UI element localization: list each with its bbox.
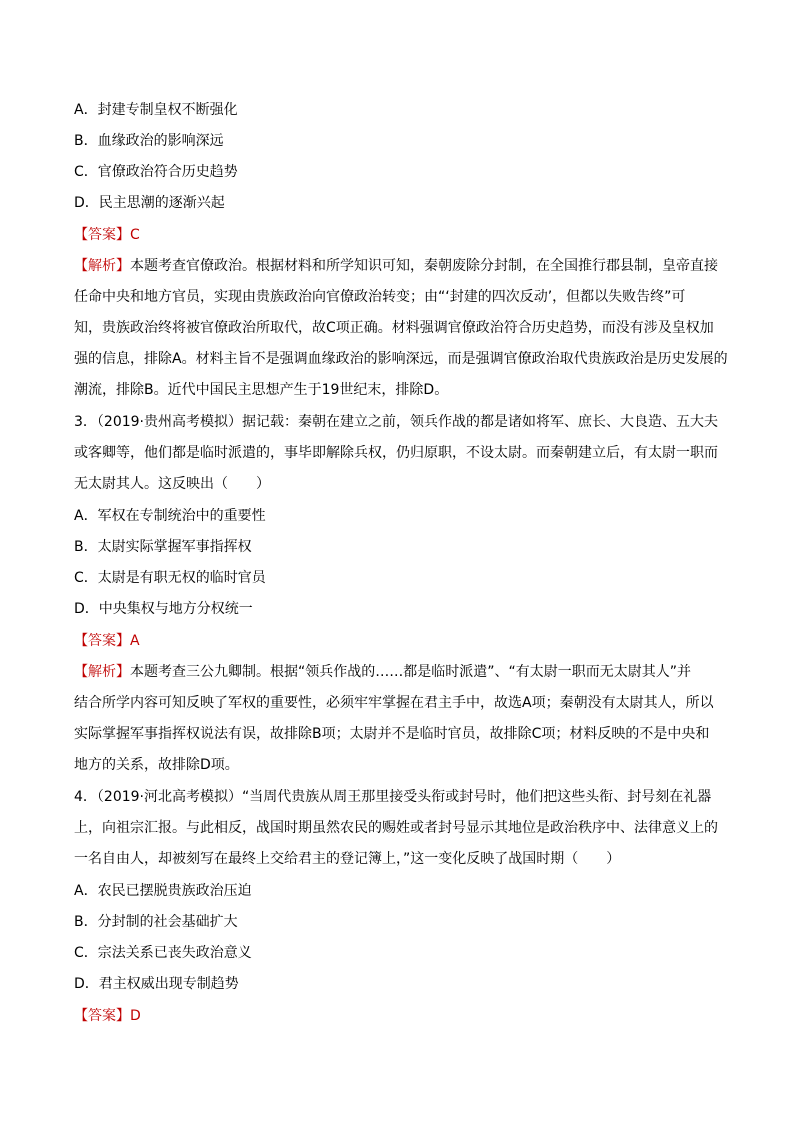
q3-stem-line-3: 无太尉其人。这反映出（ ） bbox=[74, 476, 270, 492]
analysis-text: 本题考查三公九卿制。根据“领兵作战的……都是临时派遣”、“有太尉一职而无太尉其人”并 bbox=[130, 664, 692, 680]
q3-option-b: B．太尉实际掌握军事指挥权 bbox=[74, 539, 252, 555]
q2-option-a: A．封建专制皇权不断强化 bbox=[74, 102, 238, 118]
q2-option-b: B．血缘政治的影响深远 bbox=[74, 133, 224, 149]
q3-stem-line-2: 或客卿等，他们都是临时派遣的，事毕即解除兵权，仍归原职，不设太尉。而秦朝建立后，有太尉一职而 bbox=[74, 445, 718, 461]
q3-analysis-line-1 bbox=[74, 662, 691, 682]
q3-option-c: C．太尉是有职无权的临时官员 bbox=[74, 570, 266, 586]
q3-analysis-line-2: 结合所学内容可知反映了军权的重要性，必须牢牢掌握在君主手中，故选A项；秦朝没有太尉其人，所以 bbox=[74, 695, 714, 711]
analysis-tag: 【解析】 bbox=[74, 664, 130, 680]
q2-analysis-line-4: 强的信息，排除A。材料主旨不是强调血缘政治的影响深远，而是强调官僚政治取代贵族政治是历史发展的 bbox=[74, 351, 728, 367]
q2-answer bbox=[74, 225, 140, 245]
analysis-text: 本题考查官僚政治。根据材料和所学知识可知，秦朝废除分封制，在全国推行郡县制，皇帝直接 bbox=[130, 258, 718, 274]
q4-stem-line-2: 上，向祖宗汇报。与此相反，战国时期虽然农民的赐姓或者封号显示其地位是政治秩序中、法律意义上的 bbox=[74, 820, 718, 836]
answer-value: D bbox=[130, 1008, 141, 1024]
analysis-tag: 【解析】 bbox=[74, 258, 130, 274]
q3-analysis-line-3: 实际掌握军事指挥权说法有误，故排除B项；太尉并不是临时官员，故排除C项；材料反映的不是中央和 bbox=[74, 726, 710, 742]
q4-option-d: D．君主权威出现专制趋势 bbox=[74, 976, 239, 992]
q2-analysis-line-2: 任命中央和地方官员，实现由贵族政治向官僚政治转变；由“‘封建的四次反动’，但都以失败告终”可 bbox=[74, 289, 686, 305]
q3-stem-line-1: 3．（2019·贵州高考模拟）据记载：秦朝在建立之前，领兵作战的都是诸如将军、庶长、大良造、五大夫 bbox=[74, 414, 718, 430]
q4-option-a: A．农民已摆脱贵族政治压迫 bbox=[74, 883, 252, 899]
q4-stem-line-3: 一名自由人，却被刻写在最终上交给君主的登记簿上，”这一变化反映了战国时期（ ） bbox=[74, 851, 621, 867]
q2-analysis-line-3: 知，贵族政治终将被官僚政治所取代，故C项正确。材料强调官僚政治符合历史趋势，而没有涉及皇权加 bbox=[74, 320, 714, 336]
answer-value: C bbox=[130, 227, 140, 243]
q2-analysis-line-5: 潮流，排除B。近代中国民主思想产生于19世纪末，排除D。 bbox=[74, 382, 449, 398]
q3-answer bbox=[74, 631, 140, 651]
q2-option-c: C．官僚政治符合历史趋势 bbox=[74, 164, 238, 180]
answer-tag: 【答案】 bbox=[74, 227, 130, 243]
answer-value: A bbox=[130, 633, 140, 649]
q3-option-a: A．军权在专制统治中的重要性 bbox=[74, 508, 266, 524]
q2-analysis-line-1 bbox=[74, 256, 718, 276]
q4-stem-line-1: 4．（2019·河北高考模拟）“当周代贵族从周王那里接受头衔或封号时，他们把这些头衔、封号刻在礼器 bbox=[74, 789, 712, 805]
q2-option-d: D．民主思潮的逐渐兴起 bbox=[74, 195, 225, 211]
answer-tag: 【答案】 bbox=[74, 1008, 130, 1024]
q4-option-b: B．分封制的社会基础扩大 bbox=[74, 914, 238, 930]
q4-answer bbox=[74, 1006, 141, 1026]
q4-option-c: C．宗法关系已丧失政治意义 bbox=[74, 945, 252, 961]
q3-option-d: D．中央集权与地方分权统一 bbox=[74, 601, 253, 617]
answer-tag: 【答案】 bbox=[74, 633, 130, 649]
q3-analysis-line-4: 地方的关系，故排除D项。 bbox=[74, 757, 239, 773]
